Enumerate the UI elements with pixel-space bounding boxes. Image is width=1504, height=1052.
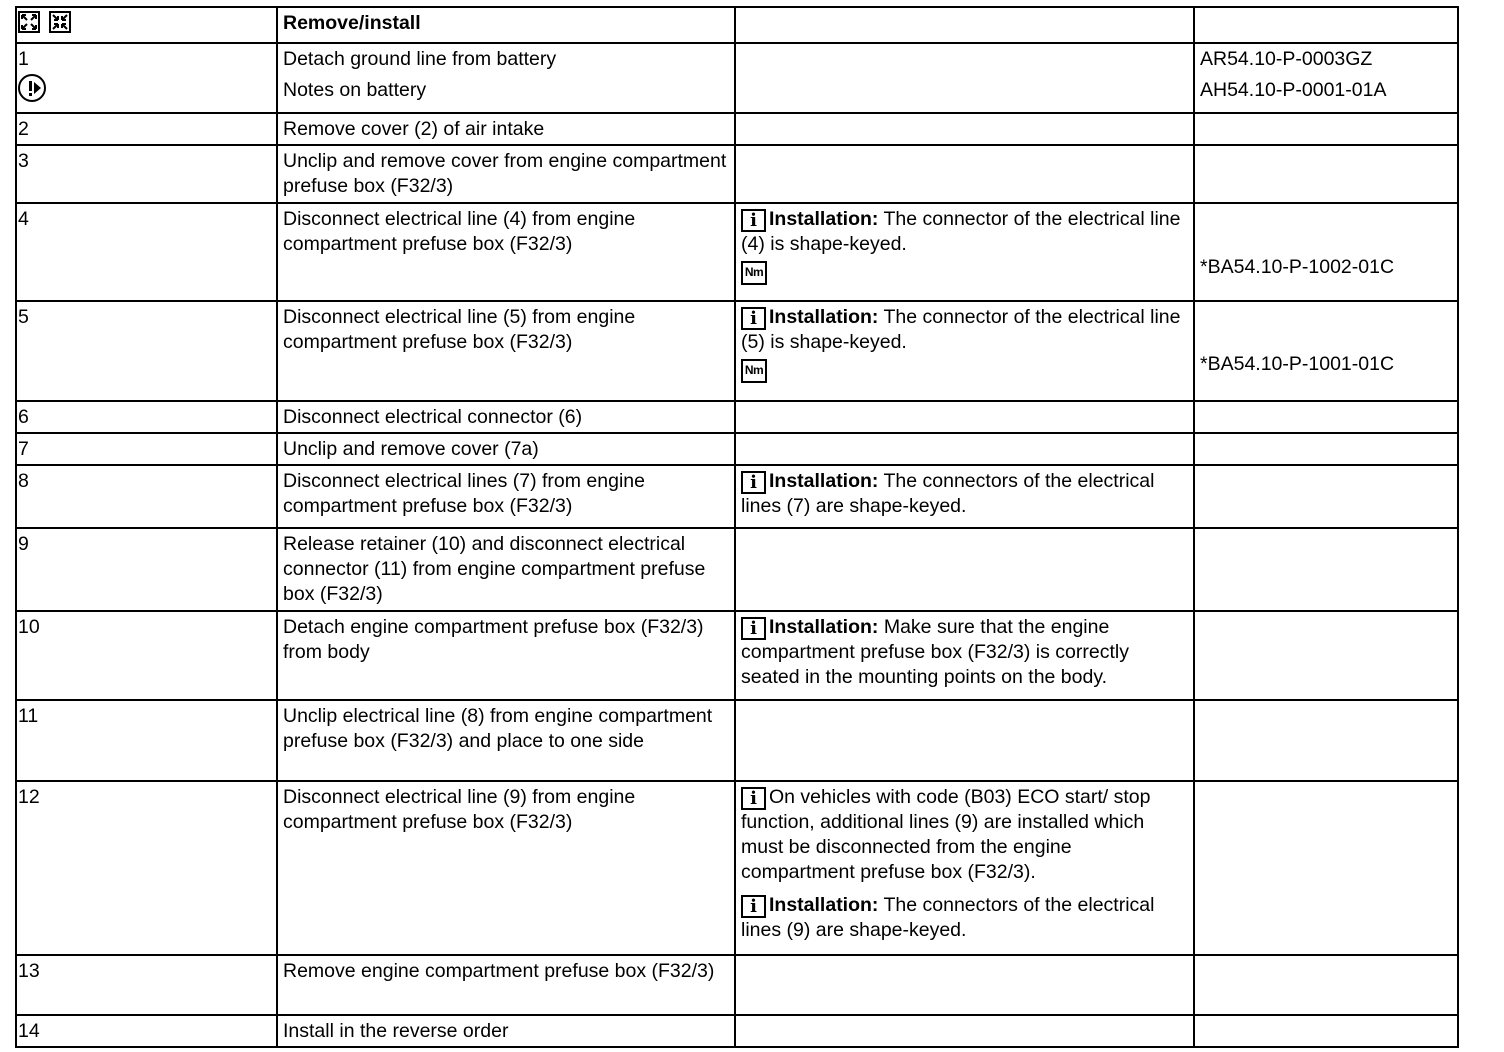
notes-cell [735, 611, 1194, 700]
info-icon: i [741, 471, 766, 494]
reference-cell [1194, 700, 1458, 781]
collapse-all-icon[interactable] [49, 11, 71, 33]
reference-cell [1194, 43, 1458, 113]
reference-cell [1194, 465, 1458, 528]
notes-on-battery-link[interactable]: Notes on battery [283, 79, 427, 101]
step-number: 10 [16, 611, 277, 700]
action-text: Disconnect electrical connector (6) [277, 401, 735, 433]
note-label: Installation: [769, 208, 879, 230]
step-number: 6 [16, 401, 277, 433]
action-cell [277, 43, 735, 113]
reference-cell [1194, 528, 1458, 611]
step-number: 8 [16, 465, 277, 528]
installation-note [741, 615, 1187, 690]
reference-cell [1194, 145, 1458, 203]
table-row [16, 145, 1458, 203]
reference-cell [1194, 1015, 1458, 1047]
reference-cell [1194, 203, 1458, 301]
reference-link[interactable]: AH54.10-P-0001-01A [1200, 79, 1387, 101]
table-row [16, 611, 1458, 700]
step-number: 3 [16, 145, 277, 203]
table-row [16, 1015, 1458, 1047]
table-row [16, 43, 1458, 113]
step-number: 2 [16, 113, 277, 145]
eco-start-stop-note [741, 785, 1187, 885]
step-number: 7 [16, 433, 277, 465]
info-icon: i [741, 209, 766, 232]
notes-cell [735, 955, 1194, 1015]
step-number: 13 [16, 955, 277, 1015]
action-text: Remove engine compartment prefuse box (F32/3) [277, 955, 735, 1015]
procedure-table [15, 6, 1459, 1048]
info-icon: i [741, 895, 766, 918]
table-row [16, 113, 1458, 145]
notes-cell [735, 301, 1194, 401]
action-text: Install in the reverse order [277, 1015, 735, 1047]
action-text: Unclip and remove cover from engine compartment prefuse box (F32/3) [277, 145, 735, 203]
notes-cell [735, 781, 1194, 955]
installation-note [741, 305, 1187, 355]
action-text: Detach ground line from battery [283, 48, 557, 70]
notes-arrow-icon[interactable] [18, 74, 46, 102]
installation-note [741, 893, 1187, 943]
notes-cell [735, 1015, 1194, 1047]
note-text: The connectors of the electrical lines (7) are shape-keyed. [741, 470, 1155, 517]
reference-cell [1194, 611, 1458, 700]
table-row [16, 301, 1458, 401]
reference-cell [1194, 113, 1458, 145]
table-row [16, 955, 1458, 1015]
step-number: 12 [16, 781, 277, 955]
note-text: On vehicles with code (B03) ECO start/ stop function, additional lines (9) are installed which must be disconnected from the engine compartment prefuse box (F32/3). [741, 786, 1151, 883]
table-row [16, 528, 1458, 611]
table-row [16, 401, 1458, 433]
notes-cell [735, 203, 1194, 301]
step-number: 5 [16, 301, 277, 401]
step-number: 14 [16, 1015, 277, 1047]
note-text: The connector of the electrical line (5) is shape-keyed. [741, 306, 1181, 353]
notes-cell [735, 528, 1194, 611]
note-label: Installation: [769, 306, 879, 328]
installation-note [741, 207, 1187, 257]
reference-link[interactable]: *BA54.10-P-1001-01C [1200, 353, 1395, 375]
reference-link[interactable]: *BA54.10-P-1002-01C [1200, 256, 1395, 278]
action-text: Disconnect electrical line (5) from engine compartment prefuse box (F32/3) [277, 301, 735, 401]
action-text: Disconnect electrical lines (7) from engine compartment prefuse box (F32/3) [277, 465, 735, 528]
reference-link[interactable]: AR54.10-P-0003GZ [1200, 48, 1373, 70]
table-header-row [16, 7, 1458, 43]
action-text: Remove cover (2) of air intake [277, 113, 735, 145]
note-label: Installation: [769, 616, 879, 638]
header-title: Remove/install [277, 7, 735, 43]
action-text: Detach engine compartment prefuse box (F32/3) from body [277, 611, 735, 700]
note-label: Installation: [769, 894, 879, 916]
notes-cell [735, 433, 1194, 465]
reference-cell [1194, 433, 1458, 465]
notes-cell [735, 401, 1194, 433]
action-text: Disconnect electrical line (4) from engine compartment prefuse box (F32/3) [277, 203, 735, 301]
note-text: Make sure that the engine compartment prefuse box (F32/3) is correctly seated in the mounting points on the body. [741, 616, 1129, 688]
reference-cell [1194, 955, 1458, 1015]
table-row [16, 203, 1458, 301]
note-label: Installation: [769, 470, 879, 492]
reference-cell [1194, 401, 1458, 433]
notes-cell [735, 43, 1194, 113]
reference-cell [1194, 781, 1458, 955]
table-row [16, 433, 1458, 465]
action-text: Unclip electrical line (8) from engine compartment prefuse box (F32/3) and place to one side [277, 700, 735, 781]
step-number-cell [16, 43, 277, 113]
note-text: The connector of the electrical line (4) is shape-keyed. [741, 208, 1181, 255]
info-icon: i [741, 617, 766, 640]
reference-cell [1194, 301, 1458, 401]
info-icon: i [741, 307, 766, 330]
installation-note [741, 469, 1187, 519]
notes-cell [735, 465, 1194, 528]
notes-cell [735, 145, 1194, 203]
step-number: 1 [18, 48, 29, 70]
expand-all-icon[interactable] [18, 11, 40, 33]
info-icon: i [741, 787, 766, 810]
table-row [16, 781, 1458, 955]
notes-cell [735, 113, 1194, 145]
step-number: 9 [16, 528, 277, 611]
action-text: Release retainer (10) and disconnect electrical connector (11) from engine compartment prefuse box (F32/3) [277, 528, 735, 611]
note-text: The connectors of the electrical lines (9) are shape-keyed. [741, 894, 1155, 941]
torque-nm-icon[interactable]: Nm [741, 359, 767, 383]
header-empty-notes [735, 7, 1194, 43]
table-row [16, 700, 1458, 781]
action-text: Unclip and remove cover (7a) [277, 433, 735, 465]
notes-cell [735, 700, 1194, 781]
table-row [16, 465, 1458, 528]
torque-nm-icon[interactable]: Nm [741, 261, 767, 285]
header-empty-refs [1194, 7, 1458, 43]
step-number: 11 [16, 700, 277, 781]
action-text: Disconnect electrical line (9) from engine compartment prefuse box (F32/3) [277, 781, 735, 955]
step-number: 4 [16, 203, 277, 301]
header-icons-cell [16, 7, 277, 43]
